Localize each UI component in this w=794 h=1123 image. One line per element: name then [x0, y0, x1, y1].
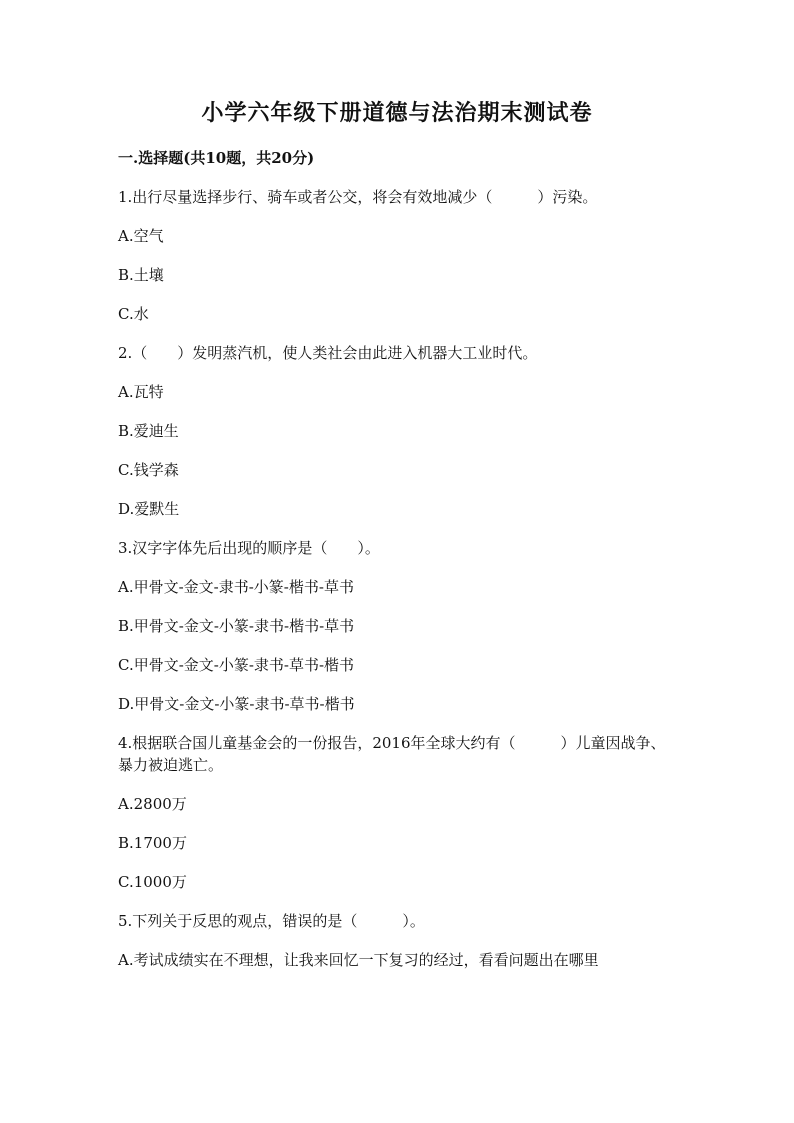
option-c: C.1000万: [118, 873, 187, 891]
option-c: C.甲骨文-金文-小篆-隶书-草书-楷书: [118, 656, 355, 674]
question-1: [118, 186, 678, 325]
option-b: B.爱迪生: [118, 422, 179, 440]
question-list: [118, 186, 678, 988]
option-a: A.2800万: [118, 795, 187, 813]
question-4: [118, 732, 678, 893]
question-3: [118, 537, 678, 715]
question-stem: 2.（ ）发明蒸汽机，使人类社会由此进入机器大工业时代。: [118, 344, 538, 362]
option-c: C.钱学森: [118, 461, 179, 479]
question-stem: 3.汉字字体先后出现的顺序是（ ）。: [118, 539, 380, 557]
option-c: C.水: [118, 305, 149, 323]
question-stem: 1.出行尽量选择步行、骑车或者公交，将会有效地减少（ ）污染。: [118, 188, 598, 206]
option-a: A.瓦特: [118, 383, 164, 401]
option-a: A.考试成绩实在不理想，让我来回忆一下复习的经过，看看问题出在哪里: [118, 951, 599, 969]
option-b: B.1700万: [118, 834, 187, 852]
option-b: B.甲骨文-金文-小篆-隶书-楷书-草书: [118, 617, 355, 635]
option-d: D.爱默生: [118, 500, 180, 518]
option-b: B.土壤: [118, 266, 164, 284]
question-2: [118, 342, 678, 520]
question-stem: 5.下列关于反思的观点，错误的是（ ）。: [118, 912, 425, 930]
option-d: D.甲骨文-金文-小篆-隶书-草书-楷书: [118, 695, 355, 713]
page-title: 小学六年级下册道德与法治期末测试卷: [201, 100, 593, 126]
question-5: [118, 910, 678, 971]
option-a: A.甲骨文-金文-隶书-小篆-楷书-草书: [118, 578, 354, 596]
option-a: A.空气: [118, 227, 164, 245]
section-heading: 一.选择题(共10题，共20分): [118, 149, 315, 167]
question-stem: 4.根据联合国儿童基金会的一份报告，2016年全球大约有（ ）儿童因战争、暴力被迫逃亡。: [118, 734, 666, 774]
